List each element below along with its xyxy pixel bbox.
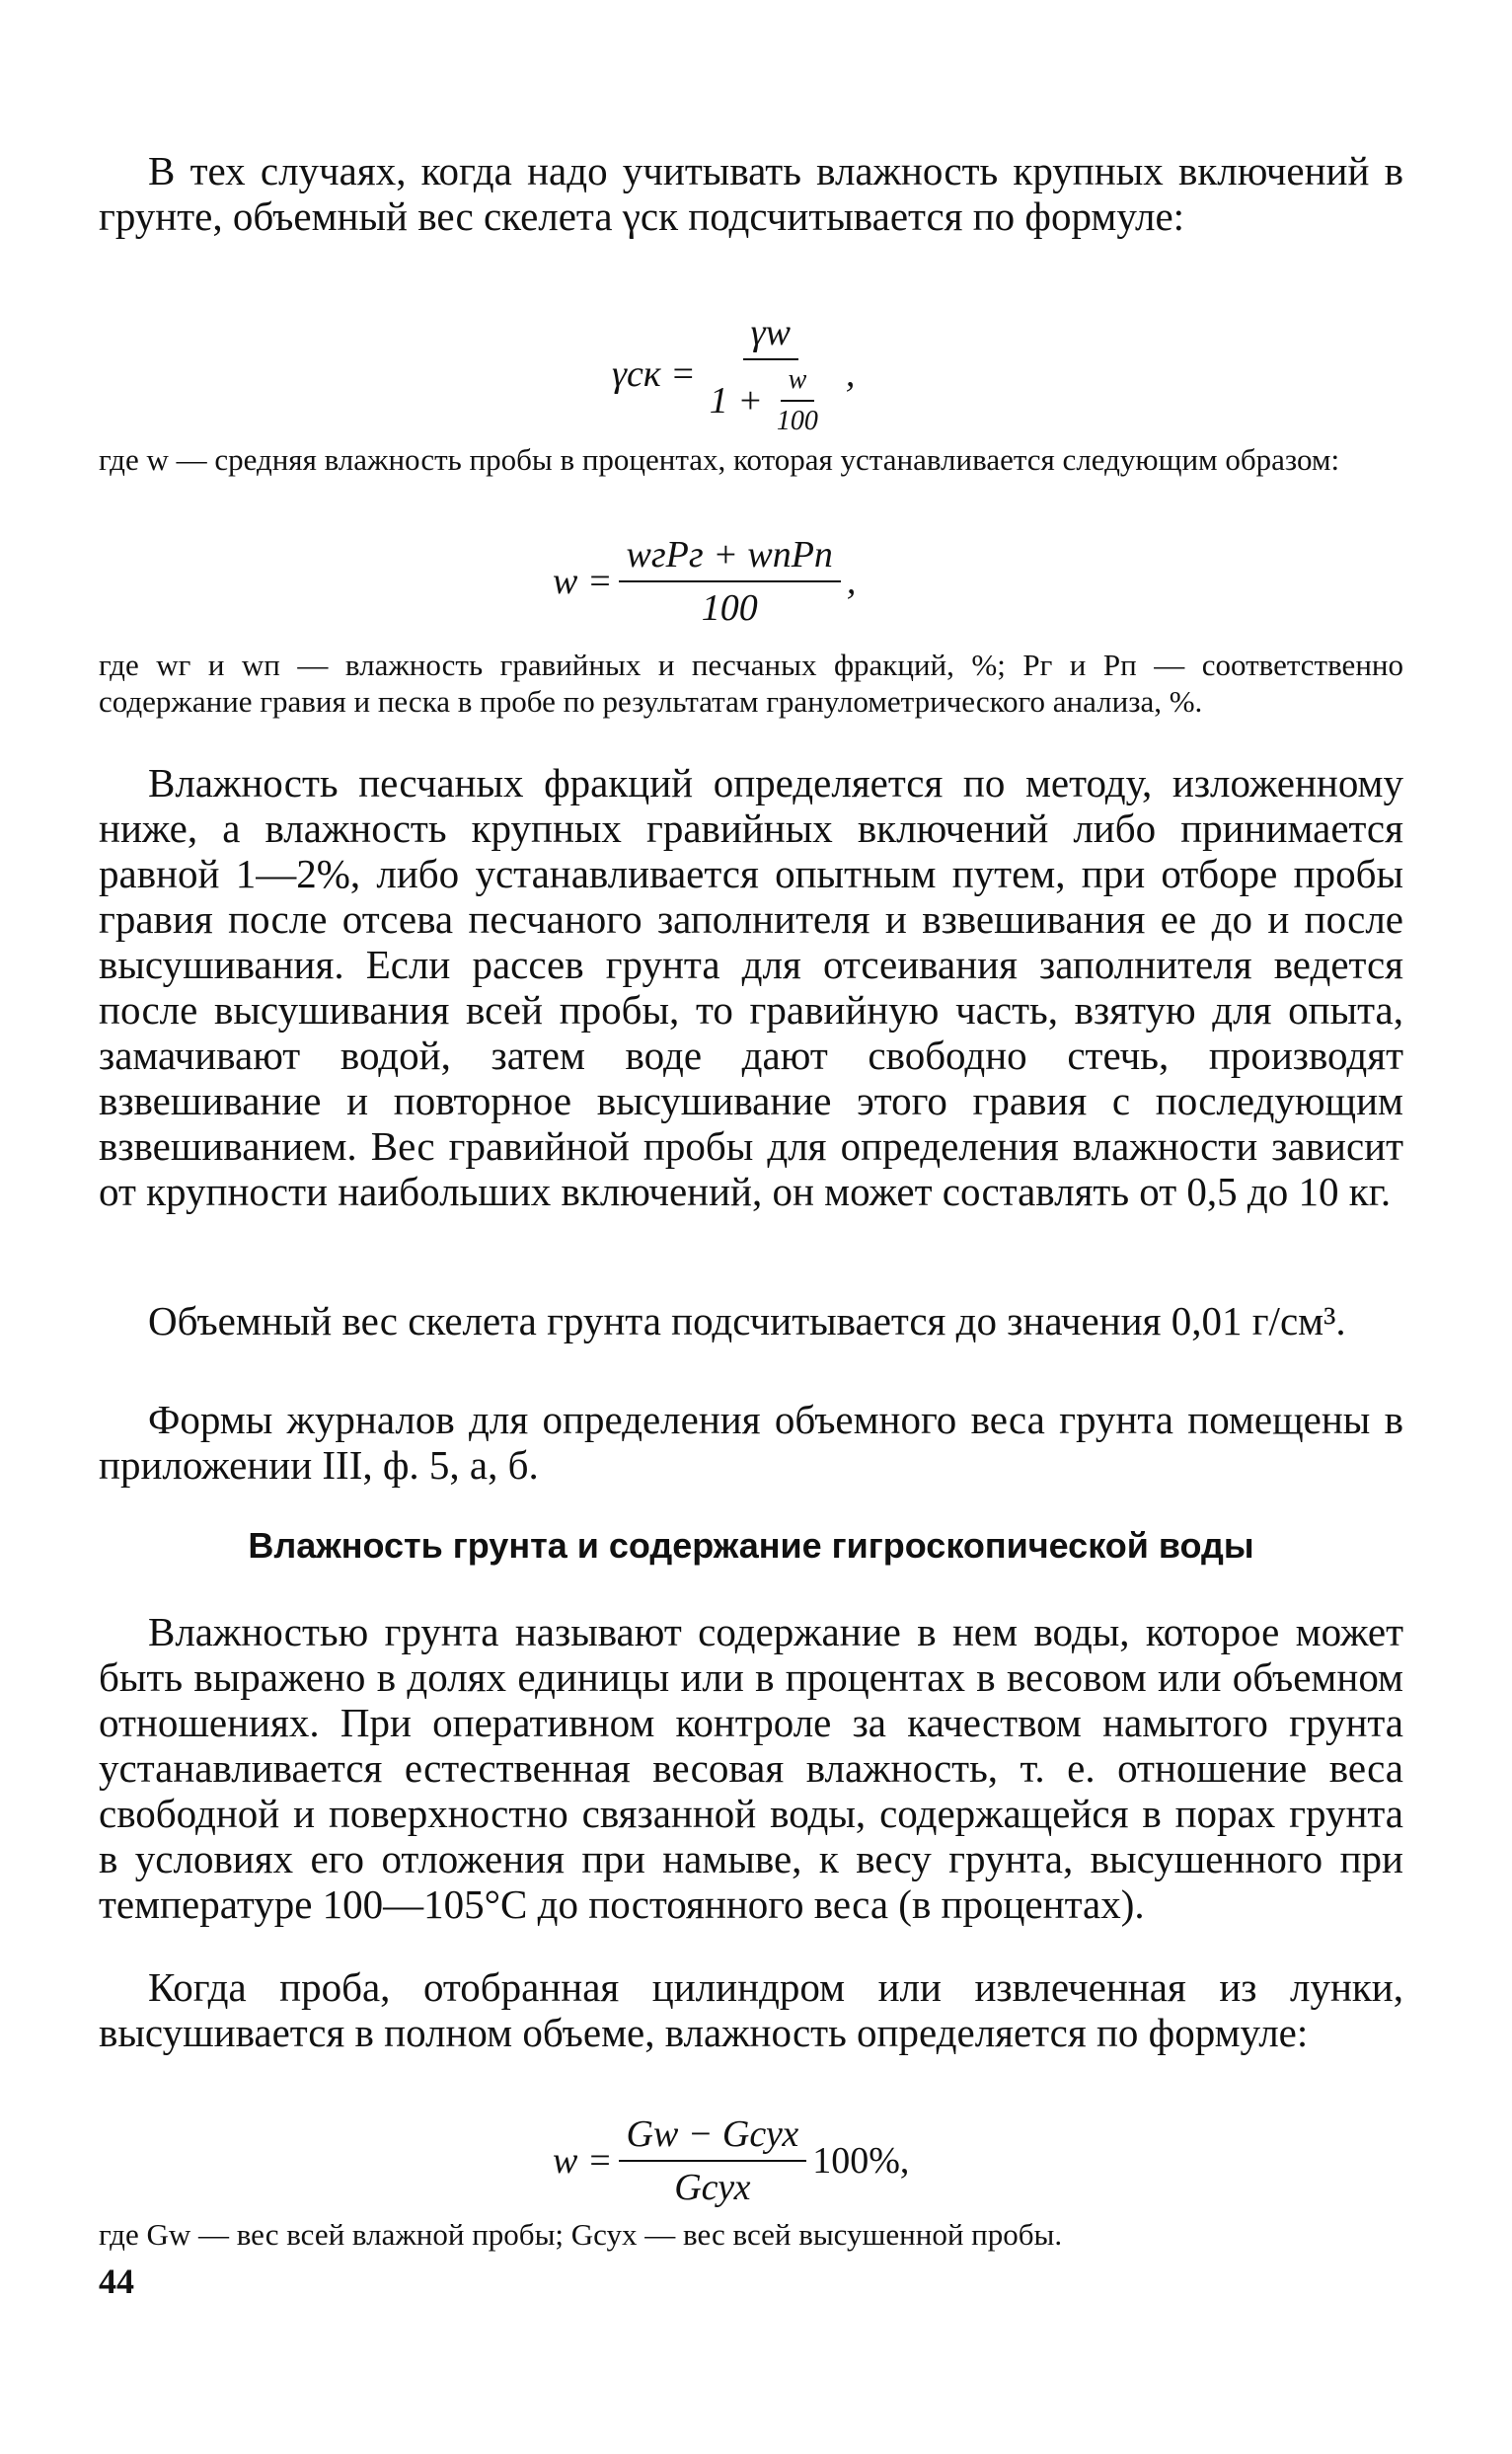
formula-numerator: wгPг + wпPп <box>619 533 841 582</box>
formula-moisture-percent <box>553 2112 909 2209</box>
formula-lhs: w = <box>553 561 613 602</box>
formula-tail: , <box>845 353 856 395</box>
formula-numerator: Gw − Gсух <box>619 2112 807 2162</box>
formula-inner-denominator: 100 <box>776 406 818 436</box>
formula-den-prefix: 1 + <box>709 380 763 422</box>
section-heading: Влажность грунта и содержание гигроскопической воды <box>248 1525 1254 1566</box>
paragraph-whole-sample: Когда проба, отобранная цилиндром или извлеченная из лунки, высушивается в полном объеме, влажность определяется по формуле: <box>99 1964 1403 2055</box>
formula-mean-moisture <box>553 533 856 630</box>
paragraph-precision: Объемный вес скелета грунта подсчитывается до значения 0,01 г/см³. <box>148 1298 1346 1343</box>
paragraph-where-fractions: где wг и wп — влажность гравийных и песчаных фракций, %; Pг и Pп — соответственно содержание гравия и песка в пробе по результатам гранулометрического анализа, %. <box>99 648 1403 719</box>
paragraph-sand-moisture: Влажность песчаных фракций определяется по методу, изложенному ниже, а влажность крупных гравийных включений либо принимается равной 1—2%, либо устанавливается опытным путем, при отборе пробы гравия после отсева песчаного заполнителя и взвешивания ее до и после высушивания. Если рассев грунта для отсеивания заполнителя ведется после высушивания всей пробы, то гравийную часть, взятую для опыта, замачивают водой, затем воде дают свободно стечь, производят взвешивание и повторное высушивание этого гравия с последующим взвешиванием. Вес гравийной пробы для определения влажности зависит от крупности наибольших включений, он может составлять от 0,5 до 10 кг. <box>99 760 1403 1214</box>
paragraph-where-g: где Gw — вес всей влажной пробы; Gсух — вес всей высушенной пробы. <box>99 2217 1063 2252</box>
formula-denominator: 100 <box>701 587 758 629</box>
formula-lhs: γск = <box>612 353 696 395</box>
formula-tail: 100%, <box>812 2140 910 2182</box>
formula-numerator: γw <box>743 311 798 360</box>
paragraph-where-w: где w — средняя влажность пробы в процентах, которая устанавливается следующим образом: <box>99 442 1340 477</box>
formula-lhs: w = <box>553 2140 613 2182</box>
page-number: 44 <box>99 2262 134 2301</box>
paragraph-journal-forms: Формы журналов для определения объемного веса грунта помещены в приложении III, ф. 5, а, б. <box>99 1397 1403 1488</box>
paragraph-moisture-definition: Влажностью грунта называют содержание в нем воды, которое может быть выражено в долях единицы или в процентах в весовом или объемном отношениях. При оперативном контроле за качеством намытого грунта устанавливается естественная весовая влажность, т. е. отношение веса свободной и поверхностно связанной воды, содержащейся в порах грунта в условиях его отложения при намыве, к весу грунта, высушенного при температуре 100—105°С до постоянного веса (в процентах). <box>99 1609 1403 1927</box>
formula-skeleton-weight <box>612 311 855 437</box>
formula-denominator: Gсух <box>674 2167 751 2208</box>
formula-tail: , <box>846 561 857 602</box>
paragraph-intro: В тех случаях, когда надо учитывать влажность крупных включений в грунте, объемный вес скелета γск подсчитывается по формуле: <box>99 148 1403 239</box>
formula-inner-numerator: w <box>781 364 815 402</box>
